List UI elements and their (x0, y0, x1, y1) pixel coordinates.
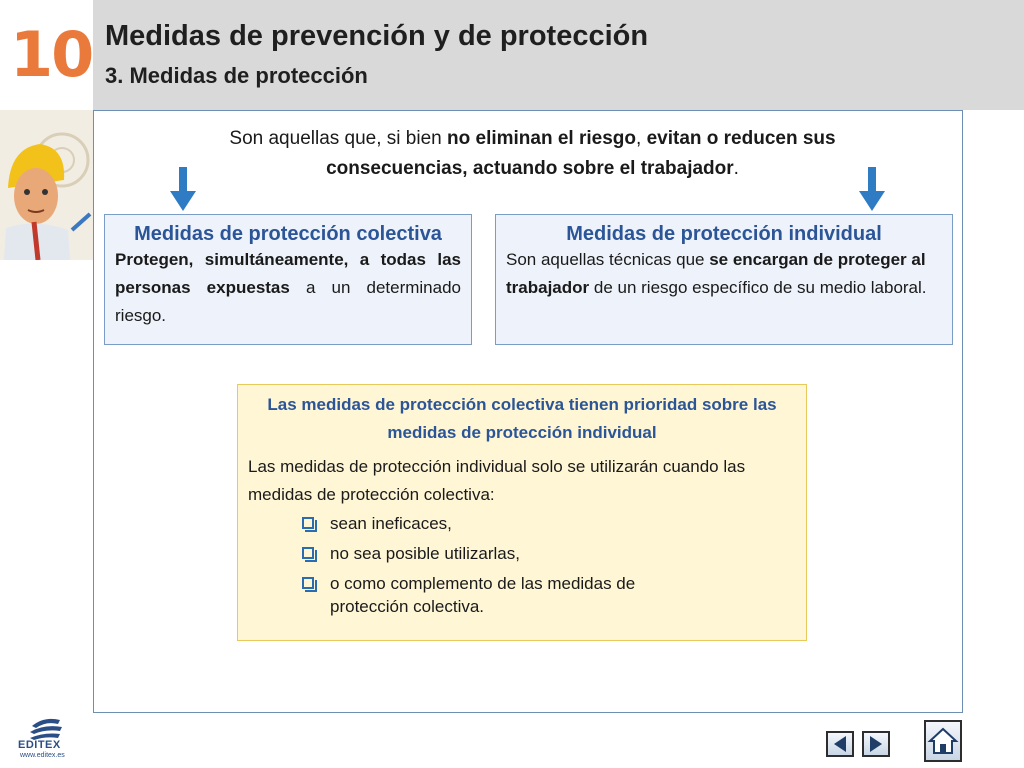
intro-text-1: Son aquellas que, si bien (229, 128, 448, 149)
individual-title: Medidas de protección individual (566, 223, 882, 245)
page-subtitle: 3. Medidas de protección (105, 63, 368, 88)
individual-protection-panel (495, 214, 953, 345)
worker-illustration (0, 110, 93, 260)
previous-slide-button[interactable] (826, 731, 854, 757)
individual-text-2: de un riesgo específico de su medio laboral. (589, 278, 927, 297)
collective-bold: Protegen, simultáneamente, a todas las personas expuestas (115, 250, 461, 297)
intro-text-2: , (636, 128, 647, 149)
priority-note-box (237, 384, 807, 641)
intro-text-3: . (733, 158, 739, 179)
bullet-continuation: protección colectiva. (330, 597, 485, 616)
home-icon (926, 722, 960, 760)
intro-paragraph (160, 124, 905, 184)
arrow-down-icon (170, 167, 196, 211)
note-body: Las medidas de protección individual solo se utilizarán cuando las medidas de protección colectiva: (248, 457, 746, 504)
collective-text: a un determinado riesgo. (115, 278, 461, 325)
intro-bold-1: no eliminan el riesgo (447, 128, 637, 149)
checkbox-bullet-icon (302, 547, 314, 559)
bullet-text: no sea posible utilizarlas, (330, 544, 520, 563)
triangle-right-icon (864, 733, 888, 755)
home-button[interactable] (924, 720, 962, 762)
logo-wordmark: EDITEX (18, 739, 61, 751)
triangle-left-icon (828, 733, 852, 755)
note-title: Las medidas de protección colectiva tienen prioridad sobre las medidas de protección individual (267, 395, 777, 442)
logo-url: www.editex.es (20, 752, 65, 759)
list-item (238, 509, 806, 539)
bullet-text: sean ineficaces, (330, 514, 452, 533)
checkbox-bullet-icon (302, 517, 314, 529)
header-band (93, 0, 1024, 110)
individual-bold: se encargan de proteger al trabajador (506, 250, 926, 297)
collective-protection-panel (104, 214, 472, 345)
collective-body (105, 246, 471, 330)
list-item (238, 539, 806, 569)
next-slide-button[interactable] (862, 731, 890, 757)
page-title: Medidas de prevención y de protección (105, 20, 649, 52)
bullet-text: o como complemento de las medidas de (330, 574, 636, 593)
individual-body (496, 246, 952, 302)
collective-title: Medidas de protección colectiva (134, 223, 442, 245)
arrow-down-icon (859, 167, 885, 211)
individual-text-1: Son aquellas técnicas que (506, 250, 710, 269)
intro-bold-2: evitan o reducen sus consecuencias, actuando sobre el trabajador (326, 128, 836, 179)
chapter-number: 10 (10, 18, 93, 91)
checkbox-bullet-icon (302, 577, 314, 589)
